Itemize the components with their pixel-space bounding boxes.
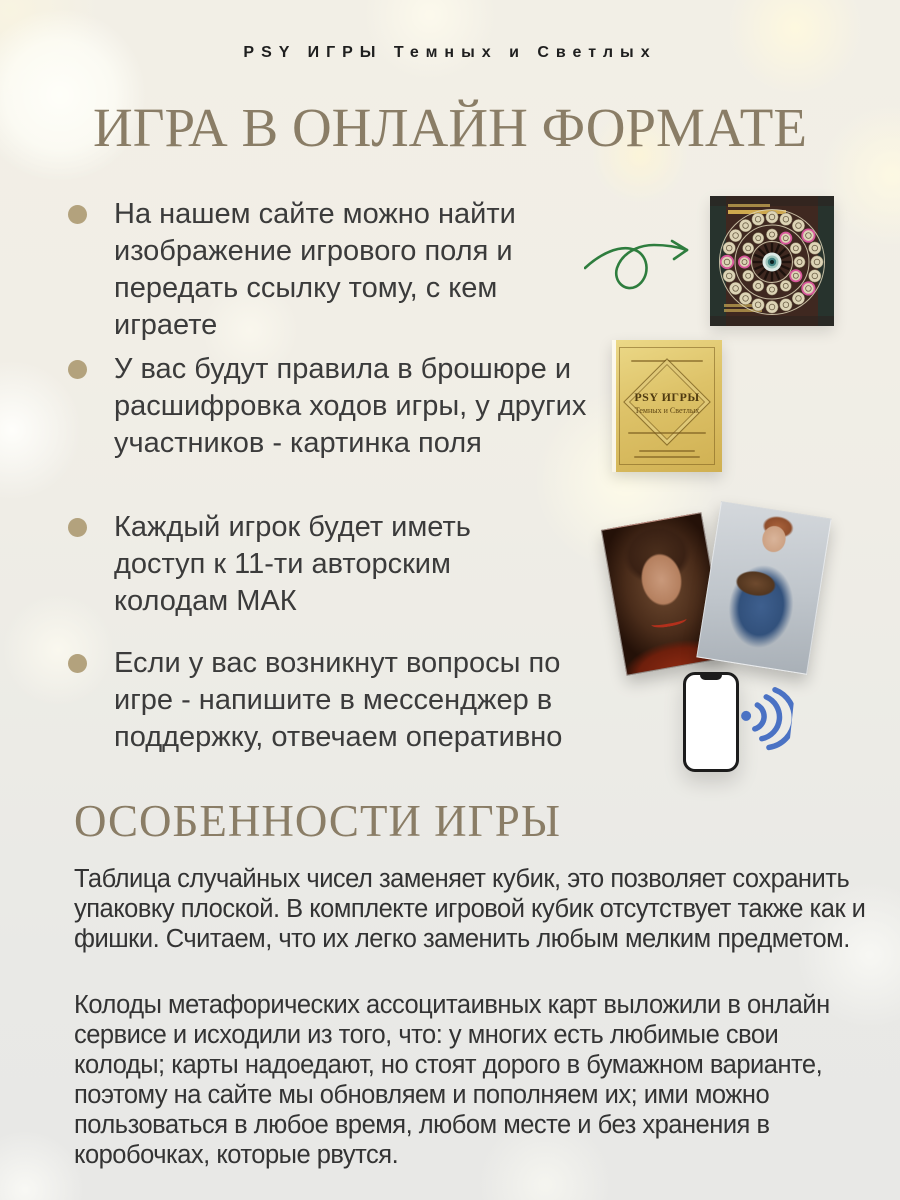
features-heading: ОСОБЕННОСТИ ИГРЫ: [74, 796, 561, 846]
bullet-text: На нашем сайте можно найти изображение игрового поля и передать ссылку тому, с кем играете: [114, 198, 516, 341]
page-title: ИГРА В ОНЛАЙН ФОРМАТЕ: [92, 97, 808, 158]
bullet-item-support: [68, 645, 579, 756]
sound-waves-icon: [737, 683, 795, 752]
features-paragraph-2: Колоды метафорических ассоцитаивных карт выложили в онлайн сервисе и исходили из того, что: у многих есть любимые свои колоды; карты надоедают, но стоят дорого в бумажном варианте, поэтому на сайте мы обновляем и пополняем их; ими можно пользоваться в любое время, любом месте и без хранения в коробочках, которые рвутся.: [74, 991, 830, 1169]
bullet-text: Каждый игрок будет иметь доступ к 11-ти авторским колодам МАК: [114, 511, 471, 617]
bullet-item-site-board: [68, 196, 589, 344]
bullet-dot-icon: [68, 518, 87, 537]
green-curl-arrow-icon: [584, 224, 700, 302]
brochure-subtitle: Темных и Светлых: [634, 406, 700, 415]
bullet-item-mak-decks: [68, 509, 564, 620]
brochure-caption-line: [634, 456, 700, 458]
bullet-item-rules-brochure: [68, 351, 624, 462]
bullet-dot-icon: [68, 205, 87, 224]
features-paragraph-1: Таблица случайных чисел заменяет кубик, это позволяет сохранить упаковку плоской. В комплекте игровой кубик отсутствует также как и фишки. Считаем, что их легко заменить любым мелким предметом.: [74, 865, 866, 953]
brand-header: PSY ИГРЫ Темных и Светлых: [243, 44, 657, 61]
bullet-text: У вас будут правила в брошюре и расшифровка ходов игры, у других участников - картинка поля: [114, 353, 587, 459]
bullet-dot-icon: [68, 654, 87, 673]
mak-card-figure-image: [696, 501, 831, 675]
brochure-caption-line: [639, 450, 695, 452]
smartphone-icon: [683, 672, 739, 772]
brochure-title: PSY ИГРЫ: [634, 390, 700, 404]
brochure-caption-line: [628, 432, 706, 434]
game-board-image: [710, 196, 834, 326]
phone-notch: [700, 674, 722, 680]
rules-brochure-image: [612, 340, 722, 472]
bullet-text: Если у вас возникнут вопросы по игре - напишите в мессенджер в поддержку, отвечаем оперативно: [114, 647, 563, 753]
bullet-dot-icon: [68, 360, 87, 379]
card-necklace-detail: [650, 614, 687, 630]
